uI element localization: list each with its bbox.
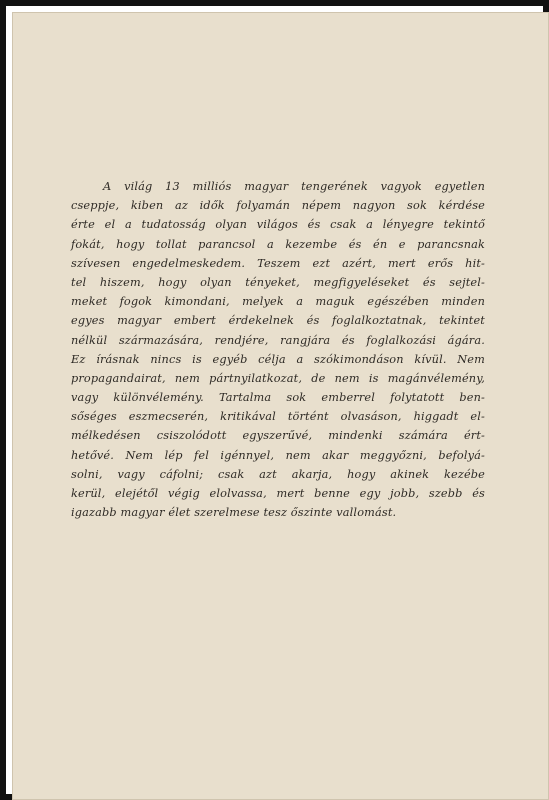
paragraph-line: szívesen engedelmeskedem. Teszem ezt azért, mert erős hit- <box>71 256 485 270</box>
body-paragraph <box>71 177 485 522</box>
paragraph-line: sőséges eszmecserén, kritikával történt olvasáson, higgadt el- <box>71 410 485 424</box>
paragraph-line: érte el a tudatosság olyan világos és csak a lényegre tekintő <box>71 218 485 232</box>
paragraph-line: tel hiszem, hogy olyan tényeket, megfigyeléseket és sejtel- <box>71 275 485 289</box>
paragraph-line: cseppje, kiben az idők folyamán népem nagyon sok kérdése <box>71 199 485 213</box>
paragraph-line: egyes magyar embert érdekelnek és foglalkoztatnak, tekintet <box>71 314 485 328</box>
paper-page <box>12 12 549 800</box>
paragraph-line: Ez írásnak nincs is egyéb célja a szókimondáson kívül. Nem <box>71 352 485 366</box>
paragraph-line: igazabb magyar élet szerelmese tesz őszinte vallomást. <box>71 506 397 520</box>
paragraph-line: A világ 13 milliós magyar tengerének vagyok egyetlen <box>103 180 485 193</box>
paragraph-line: mélkedésen csiszolódott egyszerűvé, mindenki számára ért- <box>71 429 485 443</box>
paragraph-line: fokát, hogy tollat parancsol a kezembe és én e parancsnak <box>71 237 485 251</box>
paragraph-line: nélkül származására, rendjére, rangjára és foglalkozási ágára. <box>71 333 485 347</box>
paragraph-line: meket fogok kimondani, melyek a maguk egészében minden <box>71 295 485 309</box>
paragraph-line: propagandairat, nem pártnyilatkozat, de nem is magánvélemény, <box>71 371 485 385</box>
paragraph-line: hetővé. Nem lép fel igénnyel, nem akar meggyőzni, befolyá- <box>71 448 485 462</box>
paragraph-line: solni, vagy cáfolni; csak azt akarja, hogy akinek kezébe <box>71 467 485 481</box>
paragraph-line: vagy különvélemény. Tartalma sok emberrel folytatott ben- <box>71 391 485 405</box>
paragraph-line: kerül, elejétől végig elolvassa, mert benne egy jobb, szebb és <box>71 487 485 500</box>
